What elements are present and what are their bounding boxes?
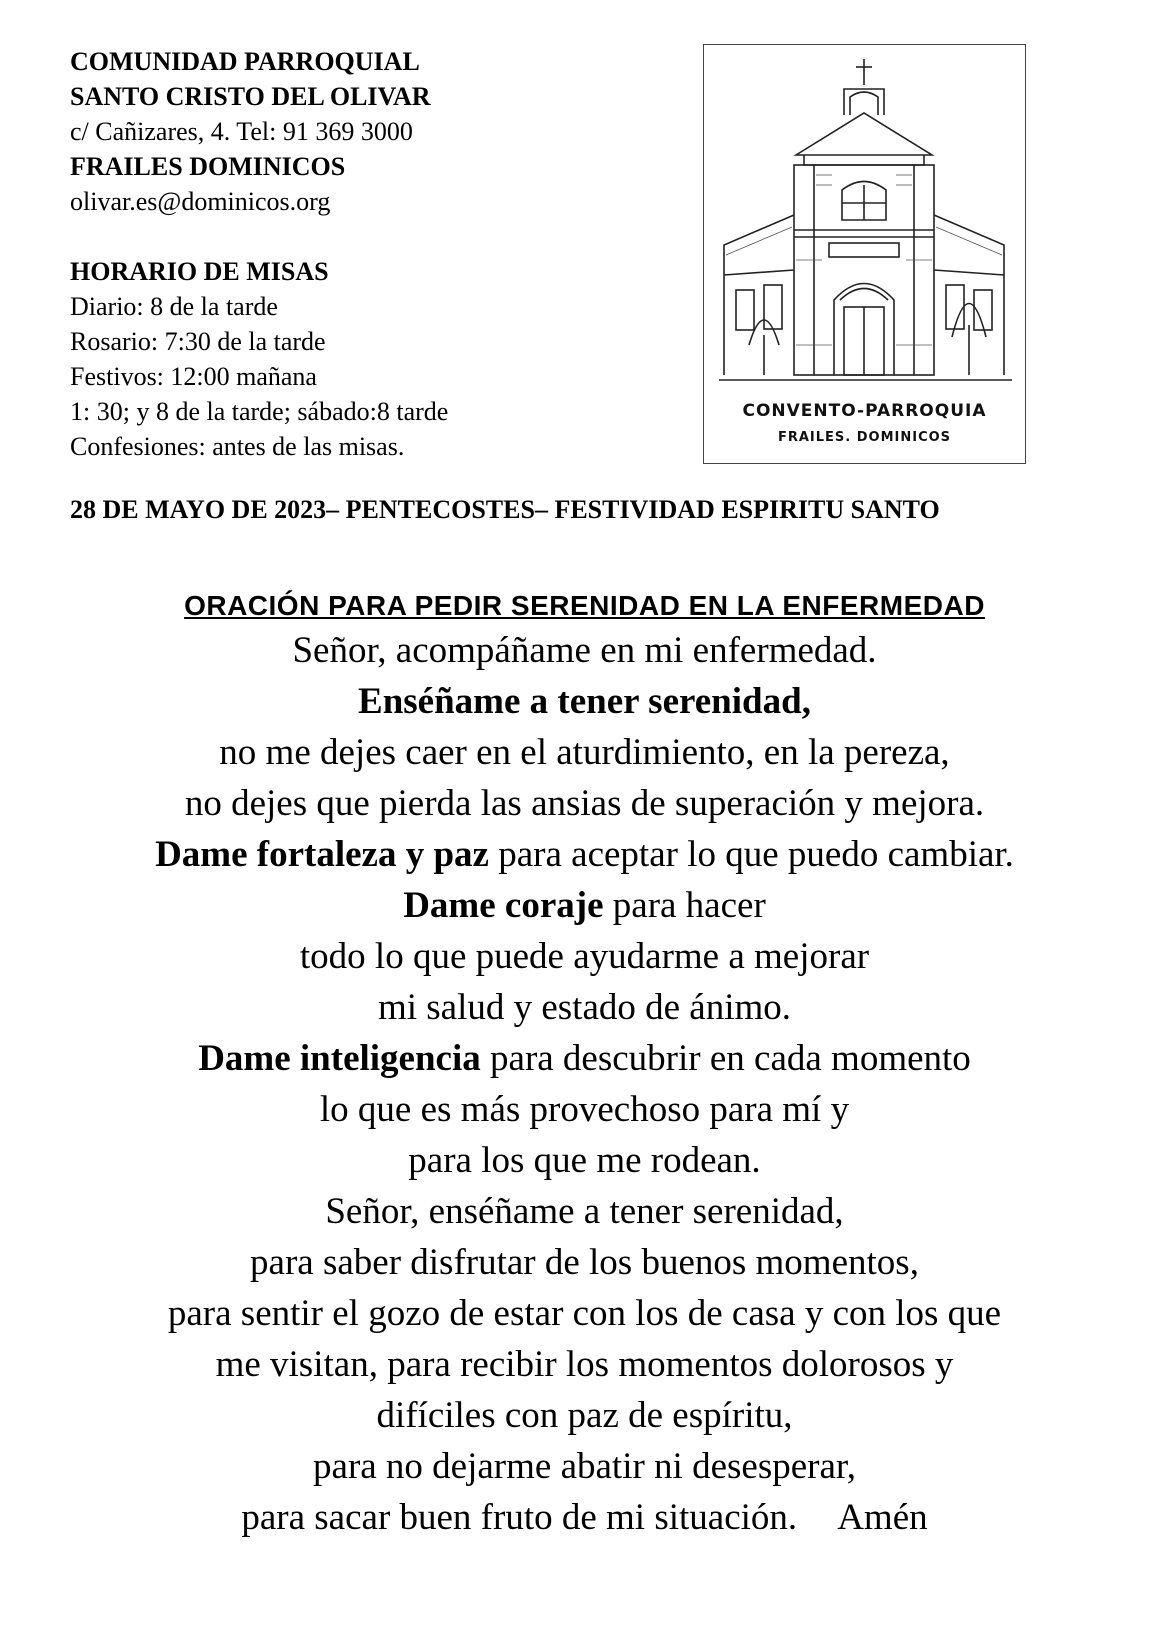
prayer-line bbox=[40, 880, 1129, 931]
schedule-title: HORARIO DE MISAS bbox=[70, 257, 329, 286]
church-drawing bbox=[703, 44, 1026, 464]
prayer-line bbox=[40, 1033, 1129, 1084]
prayer-line: para saber disfrutar de los buenos momentos, bbox=[250, 1242, 919, 1283]
prayer-line: no me dejes caer en el aturdimiento, en la pereza, bbox=[219, 732, 950, 773]
prayer-line: difíciles con paz de espíritu, bbox=[376, 1395, 793, 1436]
parish-email: olivar.es@dominicos.org bbox=[70, 187, 331, 216]
prayer-line: para no dejarme abatir ni desesperar, bbox=[313, 1446, 856, 1487]
parish-name-line1: COMUNIDAD PARROQUIAL bbox=[70, 47, 420, 76]
prayer-line bbox=[40, 1492, 1129, 1543]
parish-contact-block bbox=[70, 44, 630, 219]
prayer-emphasis: Dame fortaleza y paz bbox=[155, 834, 489, 875]
drawing-caption-sub: FRAILES. DOMINICOS bbox=[777, 430, 952, 445]
prayer-line bbox=[40, 829, 1129, 880]
prayer-line: todo lo que puede ayudarme a mejorar bbox=[299, 936, 870, 977]
parish-address: c/ Cañizares, 4. Tel: 91 369 3000 bbox=[70, 117, 413, 146]
schedule-line: 1: 30; y 8 de la tarde; sábado:8 tarde bbox=[70, 397, 449, 426]
drawing-caption-main: CONVENTO-PARROQUIA bbox=[742, 401, 987, 421]
prayer-emphasis: Dame inteligencia bbox=[198, 1038, 481, 1079]
prayer-line: para sentir el gozo de estar con los de casa y con los que bbox=[167, 1293, 1002, 1334]
prayer-line: lo que es más provechoso para mí y bbox=[319, 1089, 850, 1130]
prayer-line: para los que me rodean. bbox=[408, 1140, 761, 1181]
prayer-line: Señor, enséñame a tener serenidad, bbox=[325, 1191, 844, 1232]
schedule-line: Festivos: 12:00 mañana bbox=[70, 362, 317, 391]
prayer-line-rest: para descubrir en cada momento bbox=[480, 1038, 971, 1079]
prayer-amen: Amén bbox=[837, 1497, 928, 1538]
prayer-line-text: para sacar buen fruto de mi situación. bbox=[241, 1497, 798, 1538]
schedule-line: Rosario: 7:30 de la tarde bbox=[70, 327, 326, 356]
parish-name-line2: SANTO CRISTO DEL OLIVAR bbox=[70, 82, 431, 111]
prayer-line: Señor, acompáñame en mi enfermedad. bbox=[292, 630, 877, 671]
prayer-line: Enséñame a tener serenidad, bbox=[358, 681, 811, 722]
prayer-title: ORACIÓN PARA PEDIR SERENIDAD EN LA ENFERMEDAD bbox=[184, 590, 985, 621]
schedule-line: Diario: 8 de la tarde bbox=[70, 292, 278, 321]
religious-order: FRAILES DOMINICOS bbox=[70, 152, 346, 181]
mass-schedule bbox=[70, 254, 630, 464]
prayer-emphasis: Dame coraje bbox=[403, 885, 604, 926]
prayer-line: mi salud y estado de ánimo. bbox=[377, 987, 792, 1028]
prayer-text bbox=[40, 625, 1129, 1543]
prayer-line: me visitan, para recibir los momentos dolorosos y bbox=[215, 1344, 954, 1385]
prayer-line-rest: para aceptar lo que puedo cambiar. bbox=[488, 834, 1014, 875]
prayer-line-rest: para hacer bbox=[603, 885, 766, 926]
schedule-line: Confesiones: antes de las misas. bbox=[70, 432, 405, 461]
date-and-feast: 28 DE MAYO DE 2023– PENTECOSTES– FESTIVIDAD ESPIRITU SANTO bbox=[70, 495, 940, 524]
prayer-line: no dejes que pierda las ansias de superación y mejora. bbox=[184, 783, 985, 824]
